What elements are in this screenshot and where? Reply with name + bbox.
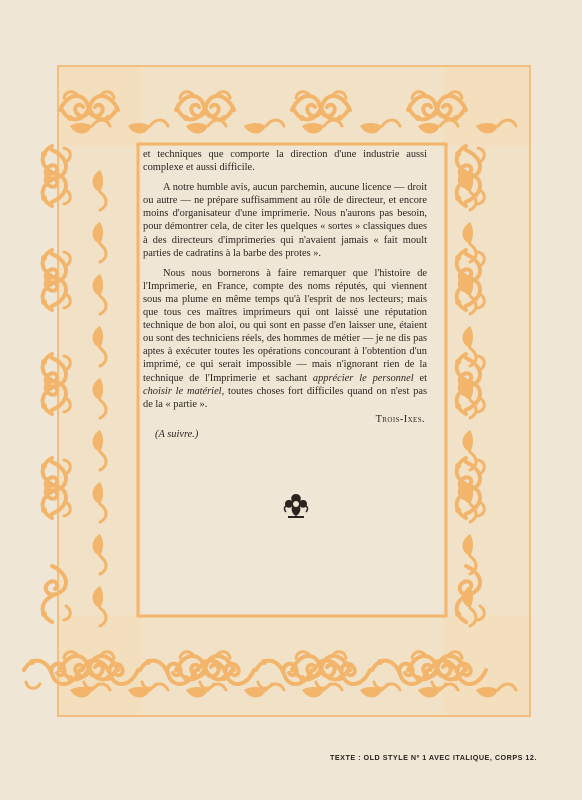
- italic-choisir: choisir le matériel,: [143, 385, 225, 397]
- paragraph-histoire-end: toutes choses fort difficiles quand on n'est pas de la « partie ».: [143, 385, 427, 410]
- article-body: [143, 148, 427, 441]
- floral-tailpiece-icon: [280, 490, 312, 522]
- italic-apprecier: apprécier le personnel: [312, 372, 414, 384]
- author-signature: Trois-Ixes.: [375, 413, 425, 425]
- to-be-continued: [143, 428, 427, 441]
- paragraph-parchemin: A notre humble avis, aucun parchemin, aucune licence — droit ou autre — ne prépare suffisamment au rôle de directeur, et encore moins d'organisateur d'une imprimerie. Nous n'aurons pas besoin, pour démontrer cela, de citer les quelques « sortes » classiques dues à des directeurs d'imprimeries qui n'avaient jamais « fait moult parties de cadratins à la barbe des protes ».: [143, 182, 427, 259]
- paragraph-histoire-et: et: [413, 372, 427, 384]
- paragraph-histoire: [143, 267, 427, 411]
- paragraph-histoire-start: Nous nous bornerons à faire remarquer que l'histoire de l'Imprimerie, en France, compte des noms réputés, qui viennent sous ma plume en même temps qu'à l'esprit de nos lecteurs; mais que tous ces maîtres imprimeurs qui ont laissé une réputation technique de bon aloi, ou qui sont en passe d'en laisser une, étaient ou sont des techniciens réels, des hommes de métier — je ne dis pas aptes à exécuter toutes les opérations concourant à l'obtention d'un imprimé, ce qui serait impossible — mais n'ignorant rien de la technique de l'Imprimerie et sachant: [143, 267, 427, 384]
- typeface-caption: TEXTE : OLD STYLE Nº 1 AVEC ITALIQUE, CORPS 12.: [330, 753, 537, 762]
- paragraph-continuation: et techniques que comporte la direction d'une industrie aussi complexe et aussi difficile.: [143, 149, 427, 174]
- to-be-continued-text: (A suivre.): [155, 428, 199, 440]
